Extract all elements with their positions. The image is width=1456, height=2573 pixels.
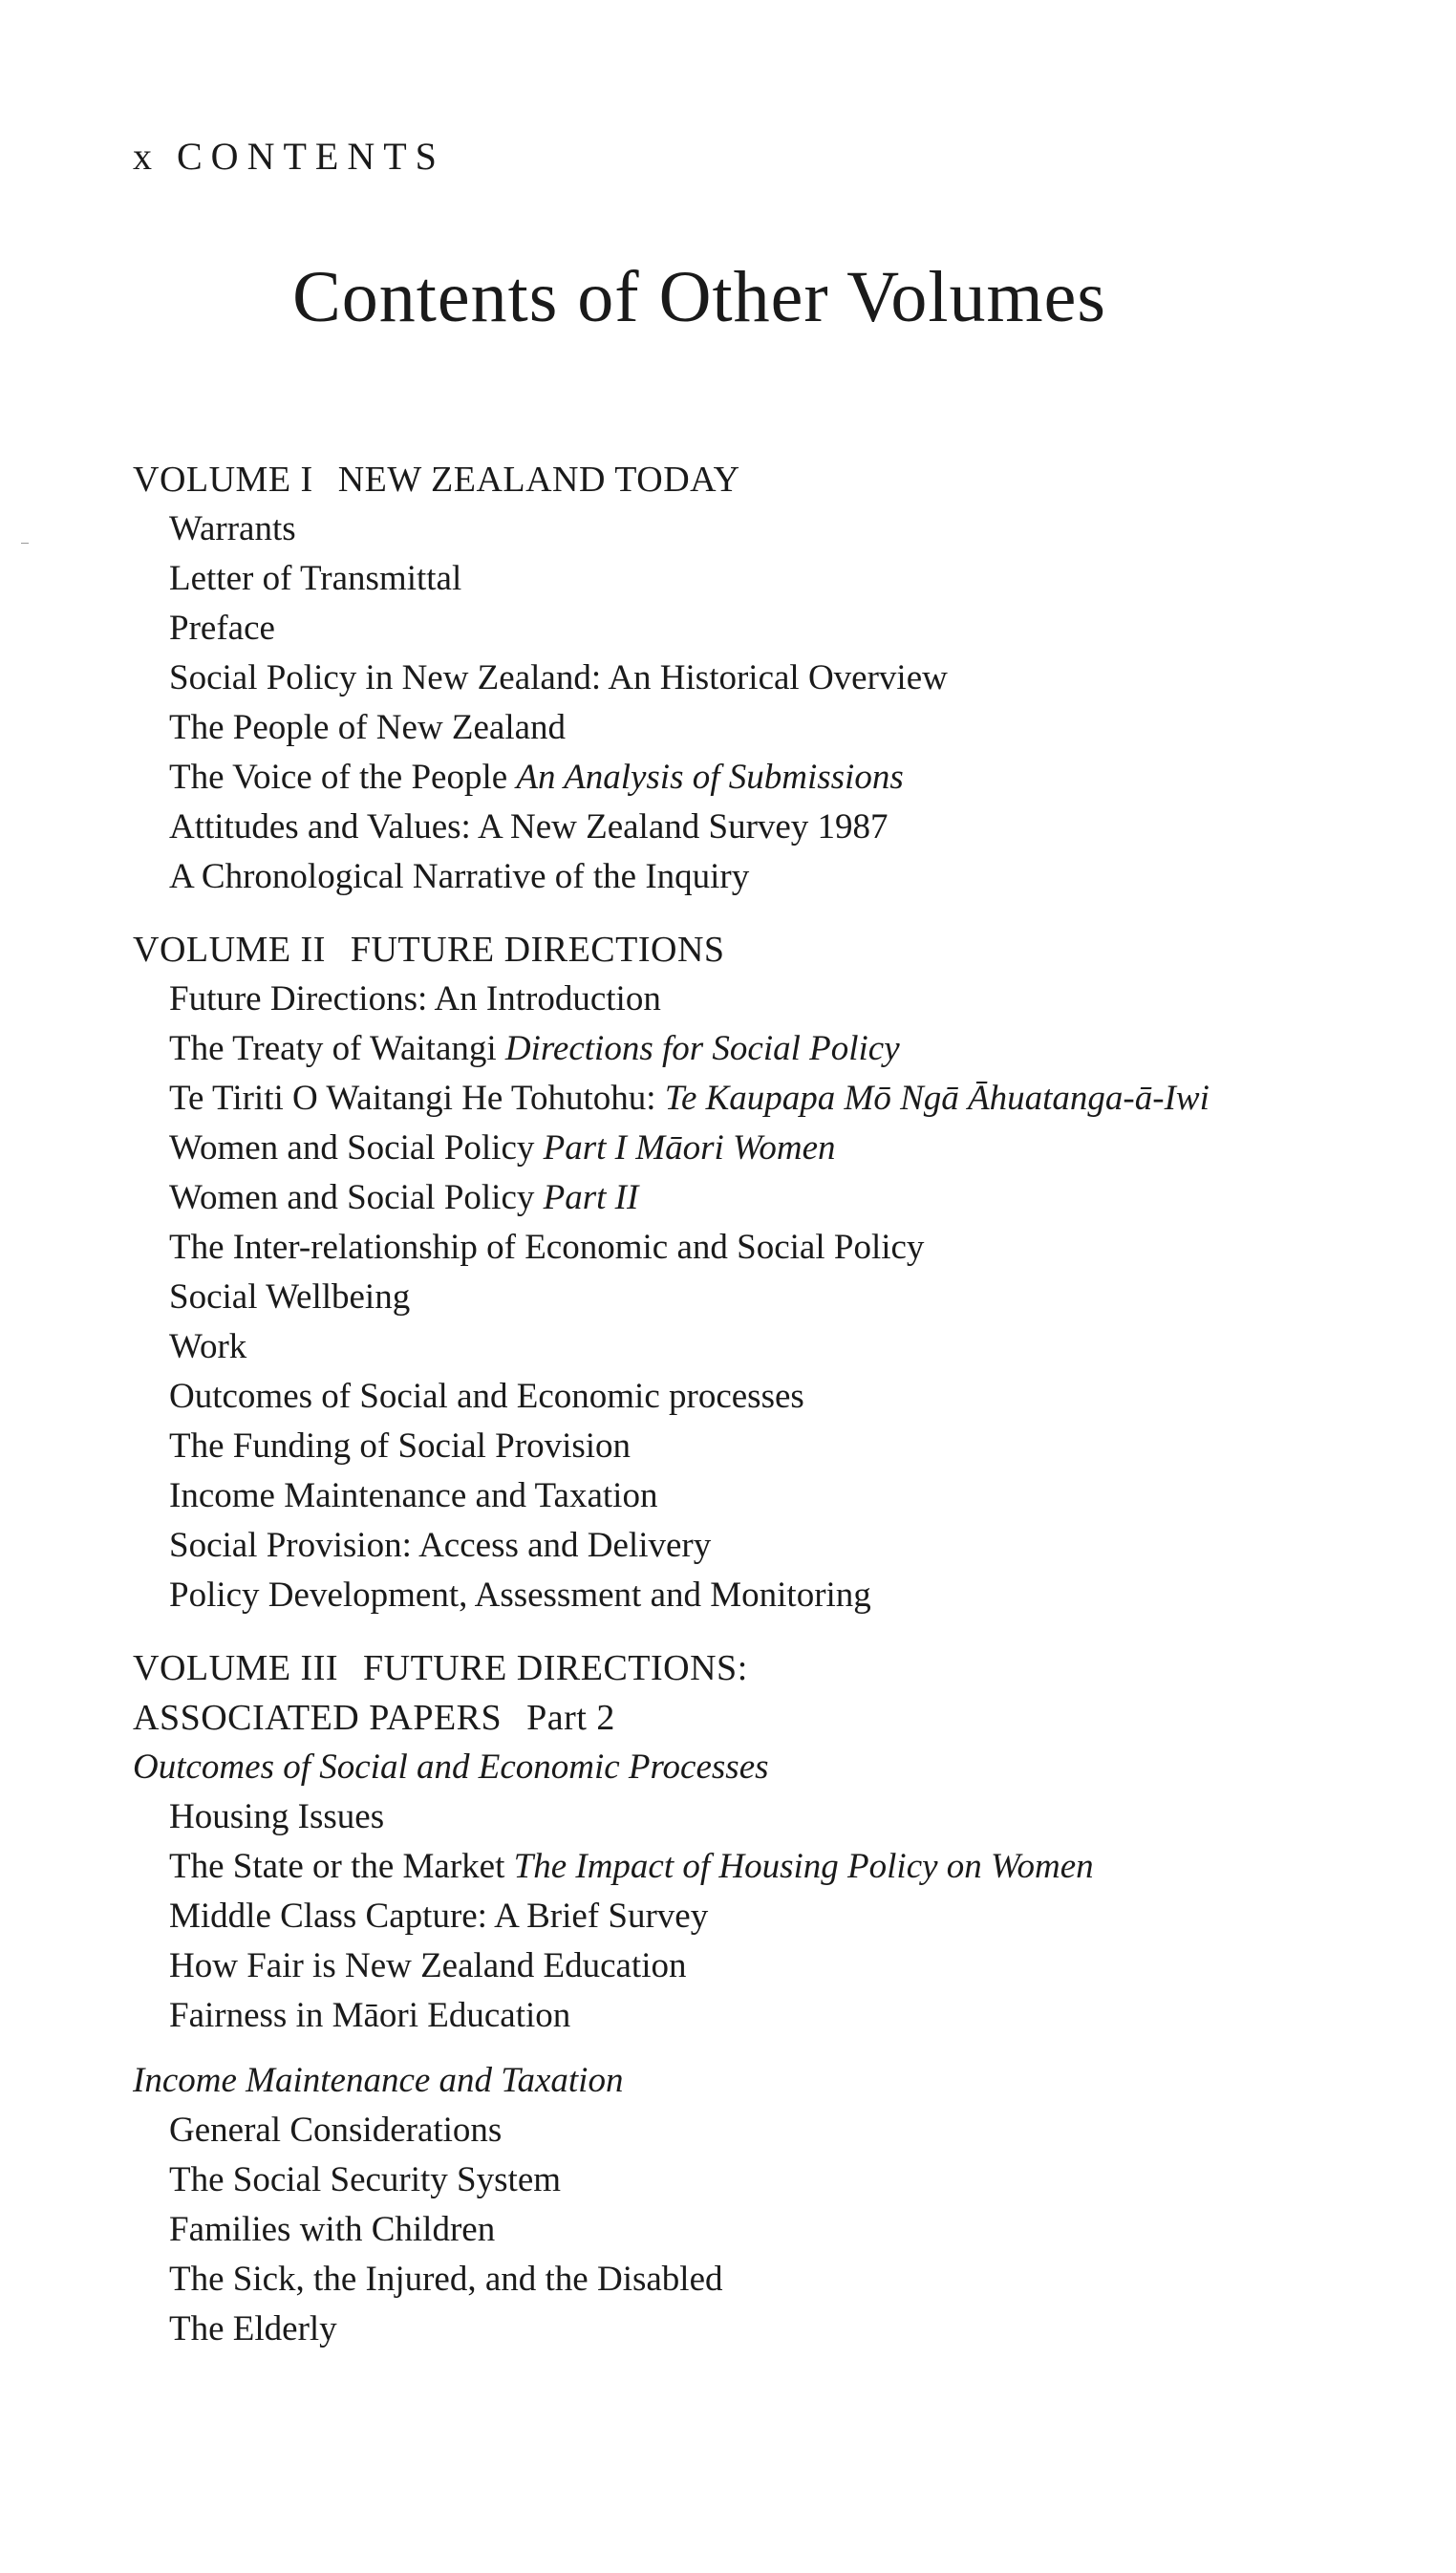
entry-title: Income Maintenance and Taxation — [169, 1476, 658, 1515]
toc-entry — [133, 2106, 1413, 2155]
entry-title: The State or the Market — [169, 1847, 505, 1886]
entry-title: Letter of Transmittal — [169, 559, 462, 598]
volume-section — [133, 1643, 1413, 2354]
toc-entry — [133, 1792, 1413, 1842]
entry-subtitle: An Analysis of Submissions — [516, 758, 904, 797]
entry-title: How Fair is New Zealand Education — [169, 1946, 687, 1985]
toc-entry — [133, 1941, 1413, 1991]
toc-entry — [133, 1024, 1413, 1074]
entry-title: General Considerations — [169, 2111, 503, 2150]
entry-group — [133, 1743, 1413, 2041]
toc-entry — [133, 1322, 1413, 1372]
toc-entry — [133, 1991, 1413, 2041]
volume-number: VOLUME I — [133, 460, 313, 500]
entry-subtitle: Part I Māori Women — [543, 1128, 836, 1168]
volume-subtitle: ASSOCIATED PAPERS — [133, 1698, 503, 1738]
entry-title: Housing Issues — [169, 1797, 385, 1836]
volume-heading-line2 — [133, 1693, 1413, 1743]
entry-title: Te Tiriti O Waitangi He Tohutohu: — [169, 1079, 656, 1118]
toc-entry — [133, 803, 1413, 852]
toc-entry — [133, 975, 1413, 1024]
page-title: Contents of Other Volumes — [292, 257, 1106, 337]
toc-entry — [133, 2255, 1413, 2305]
entry-title: The Treaty of Waitangi — [169, 1029, 497, 1068]
volume-heading — [133, 1643, 1413, 1693]
toc-entry — [133, 504, 1413, 554]
running-head — [133, 134, 445, 179]
toc-entry — [133, 1471, 1413, 1521]
volume-section — [133, 925, 1413, 1620]
entry-title: The People of New Zealand — [169, 708, 567, 747]
toc-entry — [133, 654, 1413, 703]
entry-title: Future Directions: An Introduction — [169, 979, 661, 1018]
volume-title: NEW ZEALAND TODAY — [337, 460, 740, 500]
entry-title: Social Wellbeing — [169, 1277, 411, 1317]
toc-entry — [133, 1223, 1413, 1273]
volume-number: VOLUME III — [133, 1648, 339, 1688]
entry-group — [133, 2056, 1413, 2354]
volume-number: VOLUME II — [133, 930, 326, 970]
toc-entry — [133, 703, 1413, 753]
entry-title: Social Provision: Access and Delivery — [169, 1526, 712, 1565]
group-heading: Income Maintenance and Taxation — [133, 2061, 624, 2100]
volume-heading — [133, 455, 1413, 504]
entry-title: The Social Security System — [169, 2160, 562, 2199]
toc-entry — [133, 604, 1413, 654]
toc-entry — [133, 2155, 1413, 2205]
entry-group — [133, 975, 1413, 1620]
entry-title: Warrants — [169, 509, 296, 548]
entry-title: The Elderly — [169, 2309, 337, 2348]
volume-section — [133, 455, 1413, 902]
running-head-title: CONTENTS — [177, 135, 445, 178]
volume-part: Part 2 — [526, 1698, 615, 1738]
entry-title: Policy Development, Assessment and Monitoring — [169, 1576, 871, 1615]
entry-title: The Funding of Social Provision — [169, 1426, 632, 1466]
entry-title: Preface — [169, 609, 275, 648]
group-heading: Outcomes of Social and Economic Processes — [133, 1747, 769, 1787]
entry-title: Women and Social Policy — [169, 1178, 535, 1217]
entry-title: The Inter-relationship of Economic and Social Policy — [169, 1228, 925, 1267]
toc-entry — [133, 1372, 1413, 1422]
toc-entry — [133, 1422, 1413, 1471]
toc-entry — [133, 852, 1413, 902]
toc-entry — [133, 2205, 1413, 2255]
toc-entry — [133, 1273, 1413, 1322]
entry-title: A Chronological Narrative of the Inquiry — [169, 857, 750, 896]
contents-list — [133, 455, 1413, 2377]
volume-heading — [133, 925, 1413, 975]
toc-entry — [133, 2305, 1413, 2354]
toc-entry — [133, 1074, 1413, 1124]
entry-title: Fairness in Māori Education — [169, 1996, 571, 2035]
toc-entry — [133, 1842, 1413, 1892]
page-number: x — [133, 135, 152, 178]
toc-entry — [133, 1124, 1413, 1173]
toc-entry — [133, 1173, 1413, 1223]
entry-group — [133, 504, 1413, 902]
toc-entry — [133, 554, 1413, 604]
entry-title: Outcomes of Social and Economic processes — [169, 1377, 804, 1416]
entry-title: Middle Class Capture: A Brief Survey — [169, 1897, 709, 1936]
entry-title: Families with Children — [169, 2210, 496, 2249]
entry-title: Women and Social Policy — [169, 1128, 535, 1168]
entry-title: Social Policy in New Zealand: An Historical Overview — [169, 658, 948, 697]
entry-title: The Voice of the People — [169, 758, 508, 797]
toc-entry — [133, 753, 1413, 803]
entry-title: Attitudes and Values: A New Zealand Survey 1987 — [169, 807, 889, 847]
volume-title: FUTURE DIRECTIONS — [350, 930, 725, 970]
toc-entry — [133, 1571, 1413, 1620]
entry-title: The Sick, the Injured, and the Disabled — [169, 2260, 723, 2299]
toc-entry — [133, 1892, 1413, 1941]
entry-subtitle: Te Kaupapa Mō Ngā Āhuatanga-ā-Iwi — [664, 1079, 1210, 1118]
entry-subtitle: The Impact of Housing Policy on Women — [513, 1847, 1094, 1886]
volume-title: FUTURE DIRECTIONS: — [363, 1648, 748, 1688]
entry-subtitle: Directions for Social Policy — [504, 1029, 900, 1068]
toc-entry — [133, 1521, 1413, 1571]
entry-title: Work — [169, 1327, 247, 1366]
margin-mark — [21, 543, 29, 544]
entry-subtitle: Part II — [543, 1178, 639, 1217]
